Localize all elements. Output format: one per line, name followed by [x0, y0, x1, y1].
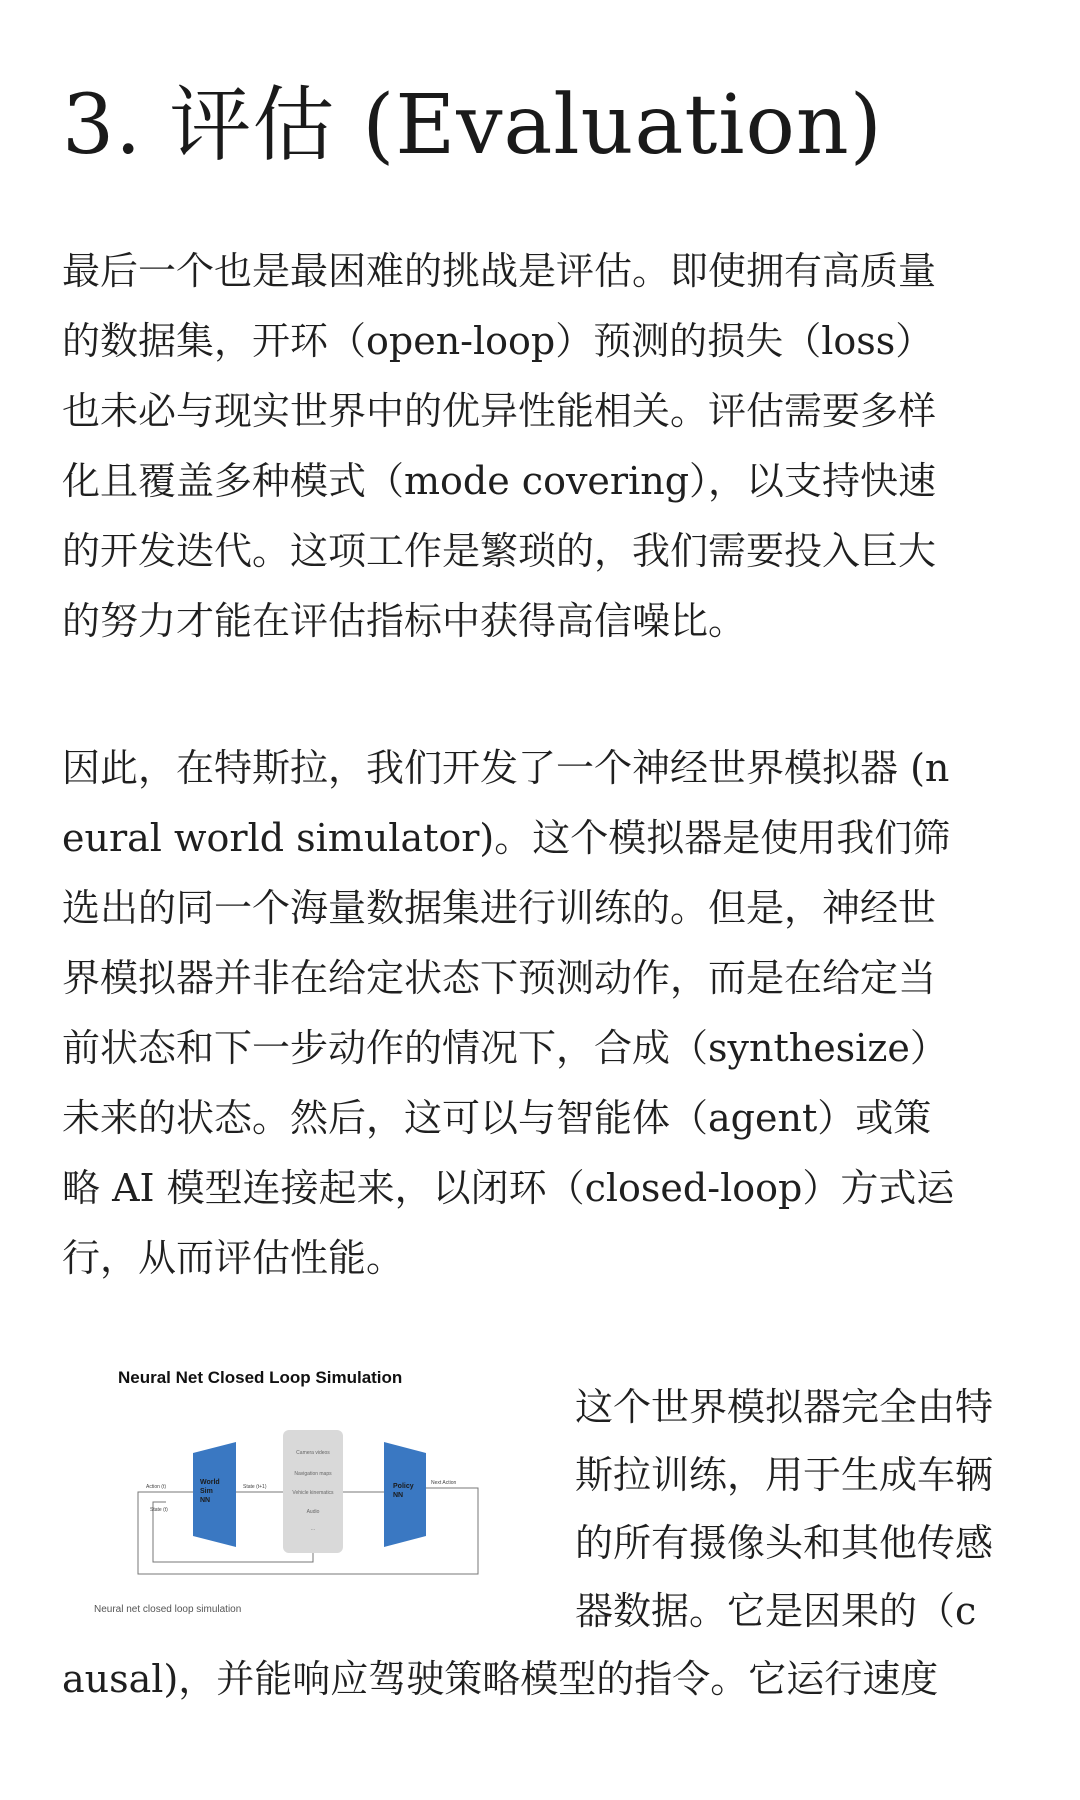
text-line: 的开发迭代。这项工作是繁琐的，我们需要投入巨大 [62, 529, 937, 573]
panel-item: Vehicle kinematics [292, 1490, 334, 1496]
text-line: 最后一个也是最困难的挑战是评估。即使拥有高质量 [62, 249, 937, 293]
text-line: 未来的状态。然后，这可以与智能体（agent）或策 [62, 1096, 932, 1140]
text-line: 略 AI 模型连接起来，以闭环（closed-loop）方式运 [62, 1166, 955, 1210]
text-line: 前状态和下一步动作的情况下，合成（synthesize） [62, 1026, 948, 1070]
paragraph-simulator-details [575, 1373, 1025, 1645]
world-sim-label-line: NN [200, 1497, 211, 1504]
policy-label-line: NN [393, 1492, 404, 1499]
text-line: 也未必与现实世界中的优异性能相关。评估需要多样 [62, 389, 937, 433]
text-line: 化且覆盖多种模式（mode covering），以支持快速 [62, 459, 937, 503]
text-line: 的所有摄像头和其他传感 [575, 1521, 994, 1565]
section-heading: 3. 评估 (Evaluation) [62, 78, 883, 173]
text-line: 选出的同一个海量数据集进行训练的。但是，神经世 [62, 886, 937, 930]
figure-caption: Neural net closed loop simulation [94, 1604, 242, 1615]
text-line: 斯拉训练，用于生成车辆 [575, 1453, 994, 1497]
world-sim-label-line: Sim [200, 1488, 213, 1495]
text-line: 行，从而评估性能。 [62, 1236, 405, 1280]
text-line: eural world simulator)。这个模拟器是使用我们筛 [62, 816, 951, 860]
paragraph-neural-world-simulator [62, 733, 1017, 1293]
state-label: State (t) [150, 1507, 168, 1513]
closed-loop-simulation-figure [88, 1360, 528, 1630]
text-line: 这个世界模拟器完全由特 [575, 1385, 994, 1429]
state-next-label: State (t+1) [243, 1484, 267, 1490]
panel-item: ... [310, 1526, 316, 1532]
text-line: 的努力才能在评估指标中获得高信噪比。 [62, 599, 747, 643]
figure-title: Neural Net Closed Loop Simulation [118, 1368, 403, 1387]
panel-item: Navigation maps [294, 1471, 332, 1477]
paragraph-evaluation-challenge [62, 236, 1017, 656]
panel-item: Audio [306, 1509, 320, 1515]
world-sim-label-line: World [200, 1479, 220, 1486]
closed-loop-diagram [88, 1360, 528, 1630]
text-line: 界模拟器并非在给定状态下预测动作，而是在给定当 [62, 956, 937, 1000]
panel-item: Camera videos [296, 1450, 330, 1456]
next-action-label: Next Action [431, 1480, 457, 1486]
action-label: Action (t) [146, 1484, 167, 1490]
text-line: ausal)，并能响应驾驶策略模型的指令。它运行速度 [62, 1657, 939, 1701]
text-line: 的数据集，开环（open-loop）预测的损失（loss） [62, 319, 934, 363]
policy-label-line: Policy [393, 1483, 414, 1490]
text-line: 因此，在特斯拉，我们开发了一个神经世界模拟器 (n [62, 746, 950, 790]
policy-block [384, 1442, 426, 1547]
text-line: 器数据。它是因果的（c [575, 1589, 977, 1633]
